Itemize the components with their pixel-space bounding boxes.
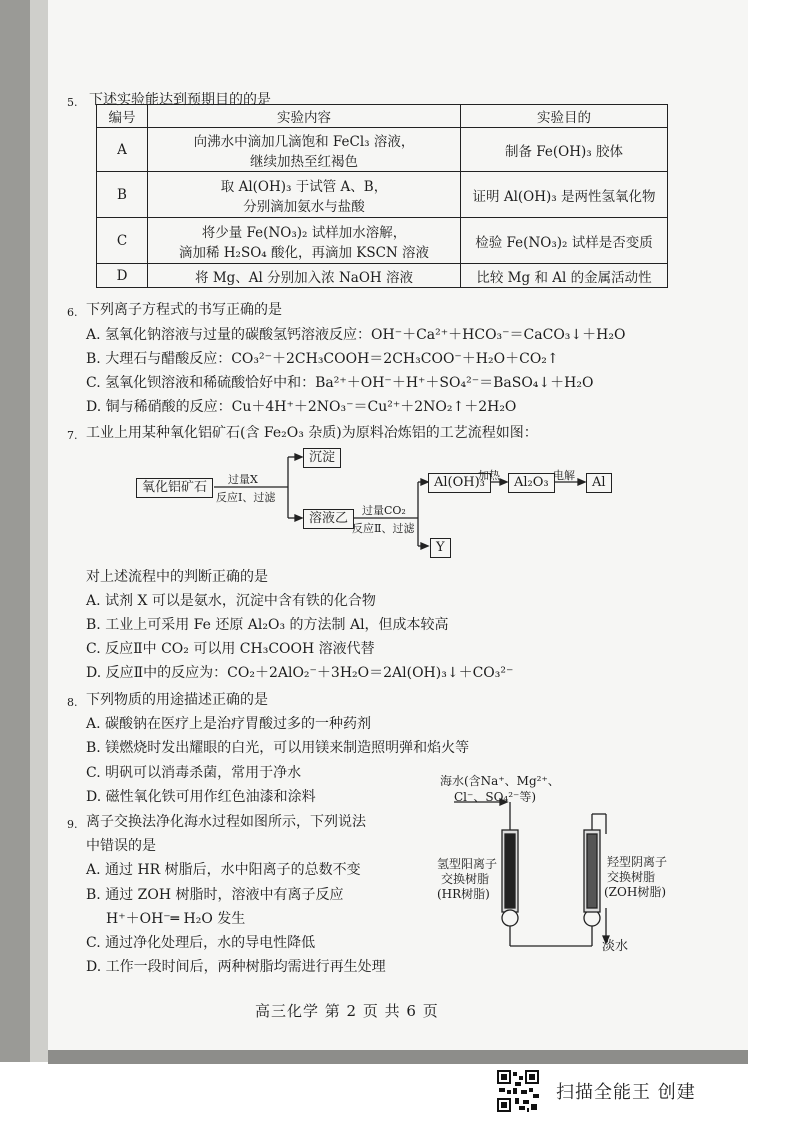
q8-number: 8. bbox=[67, 696, 78, 709]
q9-option-a: A. 通过 HR 树脂后，水中阳离子的总数不变 bbox=[86, 862, 361, 878]
seawater-label-1: 海水(含Na⁺、Mg²⁺、 bbox=[440, 774, 560, 788]
row-id: B bbox=[97, 172, 148, 218]
table-header-content: 实验内容 bbox=[148, 105, 461, 128]
row-content: 取 Al(OH)₃ 于试管 A、B， 分别滴加氨水与盐酸 bbox=[148, 172, 461, 218]
seawater-label-2: Cl⁻、SO₄²⁻等) bbox=[454, 790, 537, 804]
q5-number: 5. bbox=[67, 96, 78, 109]
zoh-resin-label-3: (ZOH树脂) bbox=[604, 885, 667, 899]
flow-precipitate-box: 沉淀 bbox=[303, 448, 341, 468]
q8-option-d: D. 磁性氧化铁可用作红色油漆和涂料 bbox=[86, 789, 316, 805]
table-header-id: 编号 bbox=[97, 105, 148, 128]
q7-option-b: B. 工业上可采用 Fe 还原 Al₂O₃ 的方法制 Al，但成本较高 bbox=[86, 617, 449, 633]
q6-option-b: B. 大理石与醋酸反应：CO₃²⁻＋2CH₃COOH＝2CH₃COO⁻＋H₂O＋CO₂↑ bbox=[86, 351, 559, 367]
q9-option-c: C. 通过净化处理后，水的导电性降低 bbox=[86, 935, 316, 951]
scanner-watermark: 扫描全能王 创建 bbox=[556, 1082, 696, 1103]
q6-number: 6. bbox=[67, 306, 78, 319]
hr-resin-label-1: 氢型阳离子 bbox=[437, 857, 498, 871]
flow-ore-box: 氧化铝矿石 bbox=[136, 478, 213, 498]
hr-resin-label-2: 交换树脂 bbox=[441, 872, 490, 886]
row-purpose: 证明 Al(OH)₃ 是两性氢氧化物 bbox=[461, 172, 668, 218]
q7-number: 7. bbox=[67, 429, 78, 442]
page-footer: 高三化学 第 2 页 共 6 页 bbox=[255, 1002, 439, 1020]
row-purpose: 检验 Fe(NO₃)₂ 试样是否变质 bbox=[461, 218, 668, 264]
q9-number: 9. bbox=[67, 818, 78, 831]
q7-sub-stem: 对上述流程中的判断正确的是 bbox=[86, 569, 268, 585]
q7-option-c: C. 反应Ⅱ中 CO₂ 可以用 CH₃COOH 溶液代替 bbox=[86, 641, 375, 657]
row-content: 将 Mg、Al 分别加入浓 NaOH 溶液 bbox=[148, 264, 461, 288]
qr-code-icon bbox=[497, 1070, 539, 1112]
q8-stem: 下列物质的用途描述正确的是 bbox=[86, 692, 268, 708]
row-content: 向沸水中滴加几滴饱和 FeCl₃ 溶液， 继续加热至红褐色 bbox=[148, 128, 461, 172]
q9-stem-line1: 离子交换法净化海水过程如图所示，下列说法 bbox=[86, 814, 366, 830]
flow-electrolysis-label: 电解 bbox=[553, 469, 575, 482]
q9-option-b-cont: H⁺＋OH⁻═ H₂O 发生 bbox=[106, 911, 246, 927]
row-id: D bbox=[97, 264, 148, 288]
flow-al2o3-box: Al₂O₃ bbox=[508, 473, 555, 493]
row-id: A bbox=[97, 128, 148, 172]
flow-y-box: Y bbox=[430, 538, 451, 558]
flow-solution-box: 溶液乙 bbox=[303, 509, 354, 529]
q7-option-a: A. 试剂 X 可以是氨水，沉淀中含有铁的化合物 bbox=[86, 593, 376, 609]
row-purpose: 比较 Mg 和 Al 的金属活动性 bbox=[461, 264, 668, 288]
flow-aloh3-box: Al(OH)₃ bbox=[428, 473, 491, 493]
flow-reaction2: 反应Ⅱ、过滤 bbox=[352, 522, 415, 535]
table-header-purpose: 实验目的 bbox=[461, 105, 668, 128]
row-content: 将少量 Fe(NO₃)₂ 试样加水溶解， 滴加稀 H₂SO₄ 酸化，再滴加 KSCN 溶液 bbox=[148, 218, 461, 264]
zoh-resin-label-2: 交换树脂 bbox=[607, 870, 656, 884]
q9-option-b: B. 通过 ZOH 树脂时，溶液中有离子反应 bbox=[86, 887, 344, 903]
q6-option-a: A. 氢氧化钠溶液与过量的碳酸氢钙溶液反应：OH⁻＋Ca²⁺＋HCO₃⁻＝CaCO₃↓＋H₂O bbox=[86, 327, 626, 343]
q7-option-d: D. 反应Ⅱ中的反应为：CO₂＋2AlO₂⁻＋3H₂O＝2Al(OH)₃↓＋CO₃²⁻ bbox=[86, 665, 514, 681]
flow-reagent-co2: 过量CO₂ bbox=[362, 504, 406, 517]
q7-stem: 工业上用某种氧化铝矿石(含 Fe₂O₃ 杂质)为原料冶炼铝的工艺流程如图： bbox=[86, 425, 538, 441]
flow-reaction1: 反应Ⅰ、过滤 bbox=[216, 491, 276, 504]
q8-option-b: B. 镁燃烧时发出耀眼的白光，可以用镁来制造照明弹和焰火等 bbox=[86, 740, 470, 756]
q6-stem: 下列离子方程式的书写正确的是 bbox=[86, 302, 282, 318]
flow-al-box: Al bbox=[586, 473, 612, 493]
row-id: C bbox=[97, 218, 148, 264]
flow-heat-label: 加热 bbox=[478, 469, 500, 482]
q5-stem: 下述实验能达到预期目的的是 bbox=[89, 92, 271, 108]
flow-reagent-x: 过量X bbox=[228, 473, 258, 486]
hr-resin-label-3: (HR树脂) bbox=[437, 887, 490, 901]
q8-option-c: C. 明矾可以消毒杀菌，常用于净水 bbox=[86, 765, 302, 781]
zoh-resin-label-1: 羟型阴离子 bbox=[607, 855, 668, 869]
row-purpose: 制备 Fe(OH)₃ 胶体 bbox=[461, 128, 668, 172]
q8-option-a: A. 碳酸钠在医疗上是治疗胃酸过多的一种药剂 bbox=[86, 716, 372, 732]
fresh-water-label: 淡水 bbox=[602, 939, 629, 954]
q9-option-d: D. 工作一段时间后，两种树脂均需进行再生处理 bbox=[86, 959, 386, 975]
q6-option-d: D. 铜与稀硝酸的反应：Cu＋4H⁺＋2NO₃⁻＝Cu²⁺＋2NO₂↑＋2H₂O bbox=[86, 399, 517, 415]
q6-option-c: C. 氢氧化钡溶液和稀硫酸恰好中和：Ba²⁺＋OH⁻＋H⁺＋SO₄²⁻＝BaSO₄↓＋H₂O bbox=[86, 375, 594, 391]
q9-stem-line2: 中错误的是 bbox=[86, 838, 156, 854]
